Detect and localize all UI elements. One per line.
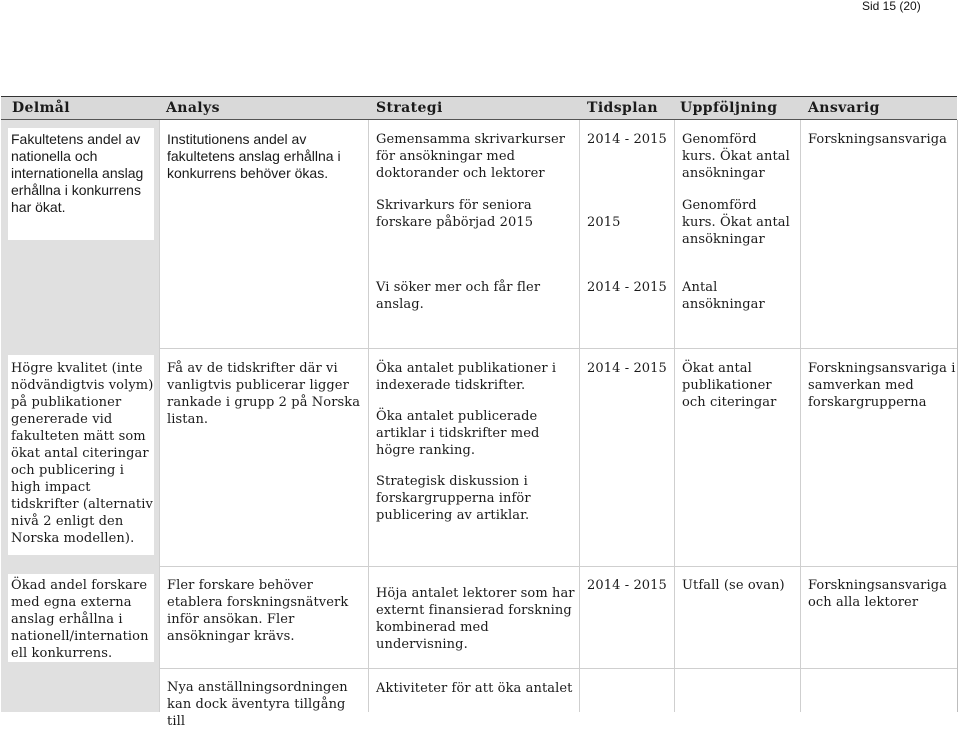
row1-delmal: Fakultetens andel av nationella och internationella anslag erhållna i konkurrens har ökat. <box>11 131 144 215</box>
row-divider <box>159 348 957 349</box>
row2-tidsplan: 2014 - 2015 <box>587 280 667 295</box>
header-ansvarig: Ansvarig <box>808 100 880 116</box>
row1-analys: Institutionens andel av fakultetens anslag erhållna i konkurrens behöver ökas. <box>167 131 341 181</box>
row1-strategi-2: Skrivarkurs för seniora forskare påbörjad 2015 <box>376 198 534 230</box>
row-divider <box>159 668 957 669</box>
column-divider <box>159 120 160 712</box>
row1-uppfoljning-1: Genomförd kurs. Ökat antal ansökningar <box>682 132 790 181</box>
column-divider <box>800 120 801 712</box>
header-uppfoljning: Uppföljning <box>680 100 778 116</box>
row1-strategi-1: Gemensamma skrivarkurser för ansökningar med doktorander och lektorer <box>376 132 566 181</box>
row4-delmal: Ökad andel forskare med egna externa anslag erhållna i nationell/internation ell konkurrens. <box>11 578 149 661</box>
page-number: Sid 15 (20) <box>862 0 921 13</box>
row1-tidsplan-2: 2015 <box>587 215 621 230</box>
row4-ansvarig: Forskningsansvariga och alla lektorer <box>808 578 948 610</box>
row5-analys: Nya anställningsordningen kan dock äventyra tillgång till <box>167 680 348 729</box>
row4-analys: Fler forskare behöver etablera forskningsnätverk inför ansökan. Fler ansökningar krävs. <box>167 578 349 644</box>
row3-strategi-2: Öka antalet publicerade artiklar i tidskrifter med högre ranking. <box>376 409 540 458</box>
row3-tidsplan: 2014 - 2015 <box>587 361 667 376</box>
column-divider <box>957 120 958 712</box>
row2-uppfoljning: Antal ansökningar <box>682 280 765 312</box>
header-delmal: Delmål <box>12 100 70 116</box>
row1-tidsplan-1: 2014 - 2015 <box>587 132 667 147</box>
row3-strategi-3: Strategisk diskussion i forskargrupperna inför publicering av artiklar. <box>376 474 531 523</box>
row3-strategi-1: Öka antalet publikationer i indexerade tidskrifter. <box>376 361 557 393</box>
row4-tidsplan: 2014 - 2015 <box>587 578 667 593</box>
column-divider <box>368 120 369 712</box>
row1-uppfoljning-2: Genomförd kurs. Ökat antal ansökningar <box>682 198 790 247</box>
row3-uppfoljning: Ökat antal publikationer och citeringar <box>682 361 777 410</box>
row5-strategi: Aktiviteter för att öka antalet <box>376 681 573 696</box>
row-divider <box>159 566 957 567</box>
row4-strategi: Höja antalet lektorer som har externt finansierad forskning kombinerad med undervisning. <box>376 586 575 652</box>
column-divider <box>579 120 580 712</box>
header-analys: Analys <box>166 100 220 116</box>
row3-analys: Få av de tidskrifter där vi vanligtvis publicerar ligger rankade i grupp 2 på Norska listan. <box>167 361 361 427</box>
header-tidsplan: Tidsplan <box>587 100 658 116</box>
header-strategi: Strategi <box>376 100 443 116</box>
row1-ansvarig: Forskningsansvariga <box>808 132 948 147</box>
row3-delmal: Högre kvalitet (inte nödvändigtvis volym) på publikationer genererade vid fakulteten mätt som ökat antal citeringar och publicering i high impact tidskrifter (alternativ nivå 2 enligt den Norska modellen). <box>11 361 154 546</box>
row3-ansvarig: Forskningsansvariga i samverkan med forskargrupperna <box>808 361 956 410</box>
row4-uppfoljning: Utfall (se ovan) <box>682 578 785 593</box>
row2-strategi: Vi söker mer och får fler anslag. <box>376 280 541 312</box>
column-divider <box>674 120 675 712</box>
